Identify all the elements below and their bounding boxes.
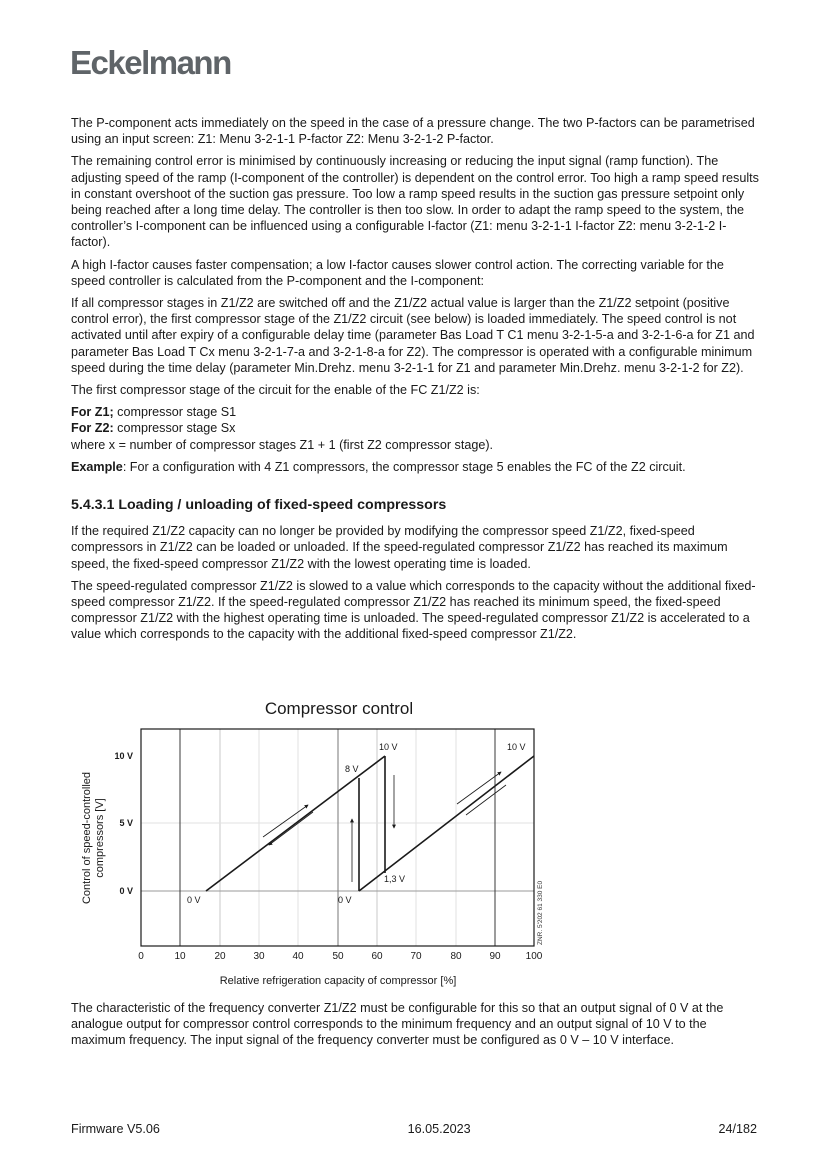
example-line: [71, 459, 761, 475]
svg-text:compressors [V]: compressors [V]: [94, 798, 106, 878]
where-line: where x = number of compressor stages Z1 + 1 (first Z2 compressor stage).: [71, 437, 494, 452]
drawing-number: ZNR. 5'202 61 330 E0: [537, 880, 544, 945]
y-axis-label: [81, 772, 106, 904]
paragraph-first-stage: The first compressor stage of the circuit for the enable of the FC Z1/Z2 is:: [71, 383, 480, 398]
paragraph-compressor-stages: If all compressor stages in Z1/Z2 are switched off and the Z1/Z2 actual value is larger than the Z1/Z2 setpoint (positive control error), the first compressor stage of the Z1/Z2 circuit (see below) is loaded immediately. The speed control is not activated until after expiry of a configurable delay time (parameter Bas Load T C1 menu 3-2-1-5-a and 3-2-1-6-a for Z1 and parameter Bas Load T Cx menu 3-2-1-7-a and 3-2-1-8-a for Z2). The compressor is operated with a configurable minimum speed during the time delay (parameter Min.Drehz. menu 3-2-1-1 for Z1 and parameter Min.Drehz. menu 3-2-1-2 for Z2).: [71, 296, 755, 375]
annotation-8v: 8 V: [345, 764, 359, 774]
paragraph-unloading: The speed-regulated compressor Z1/Z2 is slowed to a value which corresponds to the capacity without the additional fixed-speed compressor Z1/Z2. If the speed-regulated compressor Z1/Z2 has reached its minimum speed, the fixed-speed compressor Z1/Z2 with the highest operating time is unloaded. The speed-regulated compressor Z1/Z2 is accelerated to a value which corresponds to the capacity with the additional fixed-speed compressor Z1/Z2.: [71, 578, 756, 642]
paragraph-i-factor: A high I-factor causes faster compensation; a low I-factor causes slower control action. The correcting variable for the speed controller is calculated from the P-component and the I-component:: [71, 257, 724, 288]
x-tick-60: 60: [371, 951, 383, 962]
x-tick-10: 10: [174, 951, 186, 962]
y-tick-5v: 5 V: [119, 818, 133, 828]
major-grid-lines: [180, 729, 495, 946]
paragraph-p-component: The P-component acts immediately on the speed in the case of a pressure change. The two P-factors can be parametrised using an input screen: Z1: Menu 3-2-1-1 P-factor Z2: Menu 3-2-1-2 P-factor.: [71, 116, 755, 147]
paragraph-frequency-converter: The characteristic of the frequency converter Z1/Z2 must be configurable for this so that an output signal of 0 V at the analogue output for compressor control corresponds to the minimum frequency and an output signal of 10 V to the maximum frequency. The input signal of the frequency converter must be configured as 0 V – 10 V interface.: [71, 1001, 724, 1048]
annotation-10v-right: 10 V: [507, 742, 526, 752]
chart-title: Compressor control: [264, 699, 414, 718]
section-heading: 5.4.3.1 Loading / unloading of fixed-speed compressors: [71, 497, 447, 514]
x-tick-0: 0: [138, 951, 144, 962]
x-tick-80: 80: [450, 951, 462, 962]
z1-line: [71, 404, 761, 420]
z2-line: [71, 420, 761, 436]
annotation-0v-mid: 0 V: [338, 895, 352, 905]
svg-text:Control of speed-controlled: Control of speed-controlled: [81, 771, 93, 905]
eckelmann-logo: Eckelmann: [70, 44, 231, 81]
example-text: : For a configuration with 4 Z1 compressors, the compressor stage 5 enables the FC of the Z2 circuit.: [122, 459, 686, 474]
footer-date: 16.05.2023: [407, 1122, 471, 1136]
z2-label: For Z2:: [71, 421, 114, 436]
x-tick-100: 100: [525, 951, 543, 962]
x-tick-20: 20: [214, 951, 226, 962]
compressor-control-chart: [70, 695, 550, 995]
x-tick-70: 70: [410, 951, 422, 962]
annotation-10v-mid: 10 V: [379, 742, 398, 752]
paragraph-loading: If the required Z1/Z2 capacity can no longer be provided by modifying the compressor speed Z1/Z2, fixed-speed compressors in Z1/Z2 can be loaded or unloaded. If the speed-regulated compressor Z1/Z2 has reached its maximum speed, the fixed-speed compressor Z1/Z2 with the lowest operating time is loaded.: [71, 524, 728, 571]
paragraph-ramp-function: The remaining control error is minimised by continuously increasing or reducing the input signal (ramp function). The adjusting speed of the ramp (I-component of the controller) is dependent on the control error. Too high a ramp speed results in constant overshoot of the suction gas pressure. Too low a ramp speed results in the suction gas pressure setpoint only being reached after a long time delay. The controller is then too slow. In order to adapt the ramp speed to the system, the controller’s I-component can be influenced using a configurable I-factor (Z1: menu 3-2-1-1 I-factor Z2: menu 3-2-1-2 I-factor).: [71, 154, 759, 250]
x-tick-50: 50: [332, 951, 344, 962]
annotation-1-3v: 1,3 V: [384, 874, 406, 884]
page-footer: [71, 1122, 757, 1136]
footer-page-number: 24/182: [718, 1122, 757, 1136]
x-tick-40: 40: [292, 951, 304, 962]
example-label: Example: [71, 459, 123, 474]
y-tick-10v: 10 V: [114, 751, 133, 761]
x-tick-90: 90: [489, 951, 501, 962]
z1-text: compressor stage S1: [113, 405, 237, 420]
document-body: [71, 115, 761, 649]
z2-text: compressor stage Sx: [113, 421, 236, 436]
footer-firmware: Firmware V5.06: [71, 1122, 160, 1136]
x-axis-label: Relative refrigeration capacity of compressor [%]: [219, 975, 457, 987]
z1-label: For Z1;: [71, 405, 114, 420]
y-tick-0v: 0 V: [119, 886, 133, 896]
x-tick-30: 30: [253, 951, 265, 962]
annotation-0v-left: 0 V: [187, 895, 201, 905]
